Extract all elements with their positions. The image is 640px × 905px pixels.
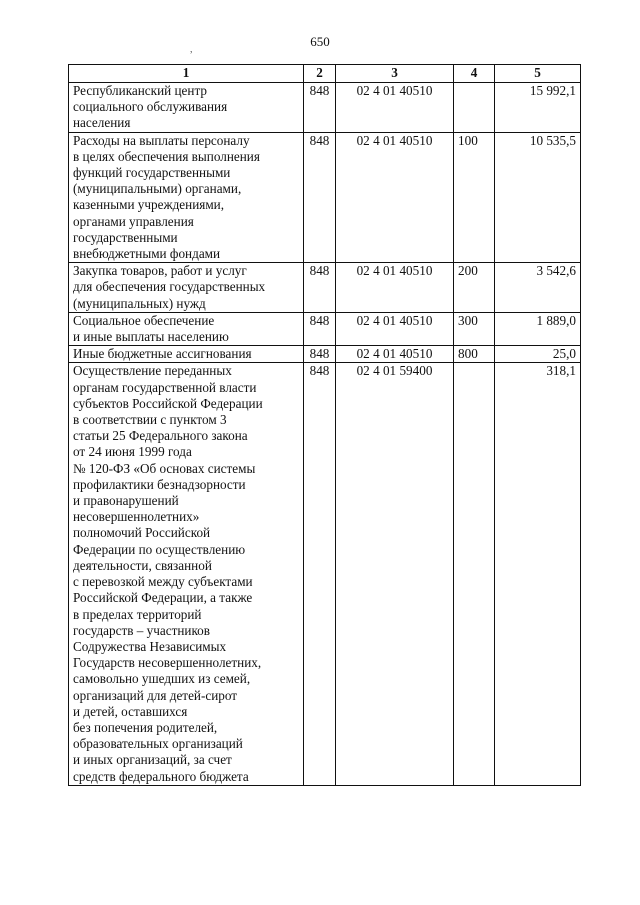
row-name: Расходы на выплаты персоналу в целях обеспечения выполнения функций государственными (муниципальными) органами, казенными учреждениями, органами управления государственными внебюджетными фондами	[69, 132, 304, 263]
header-col-4: 4	[454, 65, 495, 83]
row-target: 02 4 01 59400	[336, 363, 454, 785]
row-target: 02 4 01 40510	[336, 132, 454, 263]
row-type: 800	[454, 346, 495, 363]
row-name: Закупка товаров, работ и услуг для обеспечения государственных (муниципальных) нужд	[69, 263, 304, 313]
row-code: 848	[304, 312, 336, 345]
header-row	[69, 65, 581, 83]
row-code: 848	[304, 132, 336, 263]
table-row	[69, 83, 581, 133]
row-target: 02 4 01 40510	[336, 312, 454, 345]
row-amount: 15 992,1	[495, 83, 581, 133]
row-name: Иные бюджетные ассигнования	[69, 346, 304, 363]
table-row	[69, 263, 581, 313]
row-code: 848	[304, 263, 336, 313]
row-code: 848	[304, 363, 336, 785]
row-name: Республиканский центр социального обслуживания населения	[69, 83, 304, 133]
row-amount: 25,0	[495, 346, 581, 363]
table-row	[69, 363, 581, 785]
row-type	[454, 83, 495, 133]
row-target: 02 4 01 40510	[336, 83, 454, 133]
row-type: 300	[454, 312, 495, 345]
header-col-5: 5	[495, 65, 581, 83]
row-type: 200	[454, 263, 495, 313]
row-amount: 318,1	[495, 363, 581, 785]
row-type	[454, 363, 495, 785]
page-number: 650	[310, 34, 330, 49]
stray-mark: ,	[190, 44, 193, 55]
table-header	[69, 65, 581, 83]
table-row	[69, 346, 581, 363]
row-target: 02 4 01 40510	[336, 346, 454, 363]
table-row	[69, 132, 581, 263]
row-amount: 10 535,5	[495, 132, 581, 263]
row-type: 100	[454, 132, 495, 263]
row-target: 02 4 01 40510	[336, 263, 454, 313]
row-amount: 1 889,0	[495, 312, 581, 345]
row-code: 848	[304, 83, 336, 133]
row-name: Осуществление переданных органам государственной власти субъектов Российской Федерации в соответствии с пунктом 3 статьи 25 Федерального закона от 24 июня 1999 года № 120-ФЗ «Об основах системы профилактики безнадзорности и правонарушений несовершеннолетних» полномочий Российской Федерации по осуществлению деятельности, связанной с перевозкой между субъектами Российской Федерации, а также в пределах территорий государств – участников Содружества Независимых Государств несовершеннолетних, самовольно ушедших из семей, организаций для детей-сирот и детей, оставшихся без попечения родителей, образовательных организаций и иных организаций, за счет средств федерального бюджета	[69, 363, 304, 785]
row-code: 848	[304, 346, 336, 363]
row-amount: 3 542,6	[495, 263, 581, 313]
header-col-3: 3	[336, 65, 454, 83]
budget-table	[68, 64, 581, 786]
row-name: Социальное обеспечение и иные выплаты населению	[69, 312, 304, 345]
header-col-2: 2	[304, 65, 336, 83]
table-body	[69, 83, 581, 786]
table-row	[69, 312, 581, 345]
header-col-1: 1	[69, 65, 304, 83]
